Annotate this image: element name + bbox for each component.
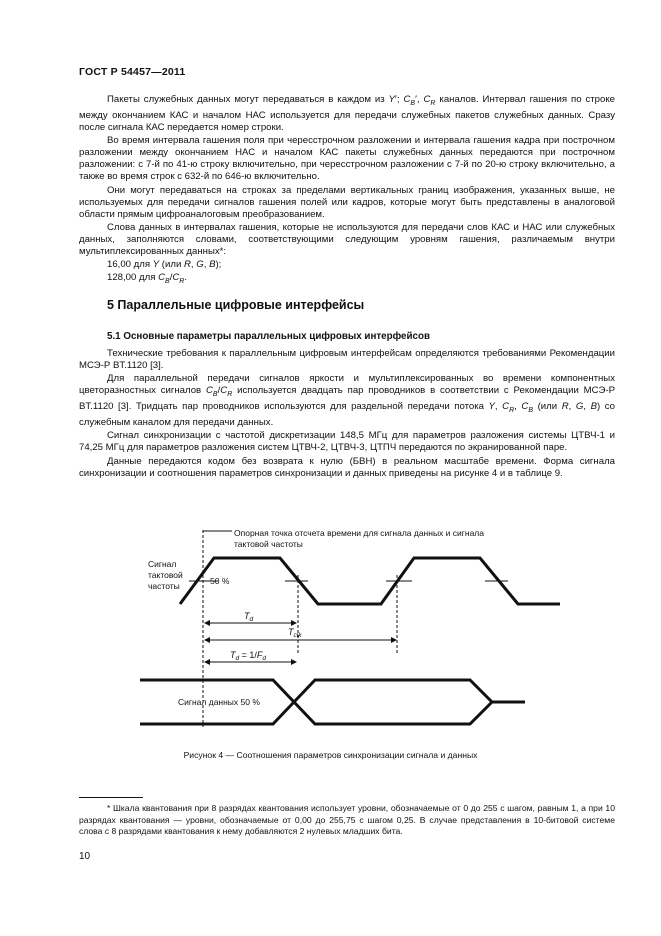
td-arrow-head-left (204, 620, 210, 626)
clock-label-cont: частоты (148, 581, 180, 591)
level-item: 128,00 для $C_B/C_R$. (107, 272, 188, 286)
footnote (79, 803, 615, 838)
figure-caption: Рисунок 4 — Соотношения параметров синхронизации сигнала и данных (183, 750, 478, 760)
data-label: Сигнал данных 50 % (178, 697, 260, 707)
paragraph: Для параллельной передачи сигналов яркости и мультиплексированных во времени компонентных цветоразностных сигналов $C_B/C_R$ используется двадцать пар проводников в соответствии с Рекомендации МСЭ-Р BT.1120 [3]. Тридцать пар проводников используются для раздельной передачи потока Y, $C_R$, $C_B$ (или R, G, B) со служебным каналом для передачи данных. (79, 373, 616, 429)
reference-label-cont: тактовой частоты (234, 539, 303, 549)
paragraph: Во время интервала гашения поля при чересстрочном разложении и интервала гашения кадра при построчном разложении между окончанием НАС и началом КАС пакеты служебных данных передаются при построчном разложении: с 7-й по 41-ю строку включительно, при чересстрочном разложении с 7-й по 20-ю строку включительно, а также во время строк с 632-й по 646-ю включительно. (79, 135, 615, 183)
clock-label-cont: тактовой (148, 570, 183, 580)
tclk-arrow-head-left (204, 637, 210, 643)
section-title: 5 Параллельные цифровые интерфейсы (107, 298, 365, 312)
paragraph: Пакеты служебных данных могут передаваться в каждом из Y′; $C_B'$, $C_R$ каналов. Интервал гашения по строке между окончанием КАС и началом НАС используется для передачи служебных пакетов служебных данных. Сразу после сигнала КАС передается номер строки. (79, 94, 615, 134)
pct-label: 50 % (210, 576, 230, 586)
paragraph: Сигнал синхронизации с частотой дискретизации 148,5 МГц для параметров разложения системы ЦТВЧ-1 и 74,25 МГц для параметров разложения систем ЦТВЧ-2, ЦТВЧ-3, ЦТПЧ передаются по экранированной паре. (79, 430, 615, 454)
td-formula-label: $T_d = 1/F_d$ (230, 650, 267, 662)
paragraph: Данные передаются кодом без возврата к нулю (БВН) в реальном масштабе времени. Форма сигнала синхронизации и соотношения параметров синхронизации и данных приведены на рисунке 4 и в таблице 9. (79, 455, 615, 479)
standard-header: ГОСТ Р 54457—2011 (79, 66, 186, 78)
level-item: 16,00 для Y (или R, G, B); (107, 259, 222, 271)
tclk-label: $T_{clk}$ (288, 627, 302, 639)
td-formula-arrow-head-right (291, 659, 297, 665)
paragraph: Технические требования к параллельным цифровым интерфейсам определяются требованиями Рекомендации МСЭ-Р BT.1120 [3]. (79, 348, 615, 372)
td-arrow-head-right (291, 620, 297, 626)
subsection-title: 5.1 Основные параметры параллельных цифровых интерфейсов (107, 331, 430, 342)
clock-label: Сигнал (148, 559, 177, 569)
tclk-arrow-head-right (391, 637, 397, 643)
paragraph: Слова данных в интервалах гашения, которые не используются для передачи слов КАС и НАС или служебных данных, заполняются словами, соответствующими следующим уровням гашения, различаемым внутри мультиплексированных данных*: (79, 221, 615, 258)
footnote-divider (79, 797, 143, 798)
reference-label: Опорная точка отсчета времени для сигнала данных и сигнала (234, 528, 484, 538)
td-formula-arrow-head-left (204, 659, 210, 665)
td-label: $T_d$ (244, 611, 254, 623)
footnote-text: * Шкала квантования при 8 разрядах квантования использует уровни, обозначаемые от 0 до 255 с шагом, равным 1, а при 10 разрядах квантования — уровни, обозначаемые от 0,00 до 255,75 с шагом 0,25. В случае представления в 10-битовой системе слова с 8 разрядами квантования к нему добавляются 2 нулевых младших бита. (79, 803, 615, 836)
paragraph: Они могут передаваться на строках за пределами вертикальных границ изображения, указанных выше, не используемых для передачи сигналов гашения полей или кадров, которые могут быть представлены в аналоговой области прямым цифроаналоговым преобразованием. (79, 184, 615, 220)
page-number: 10 (79, 851, 91, 862)
